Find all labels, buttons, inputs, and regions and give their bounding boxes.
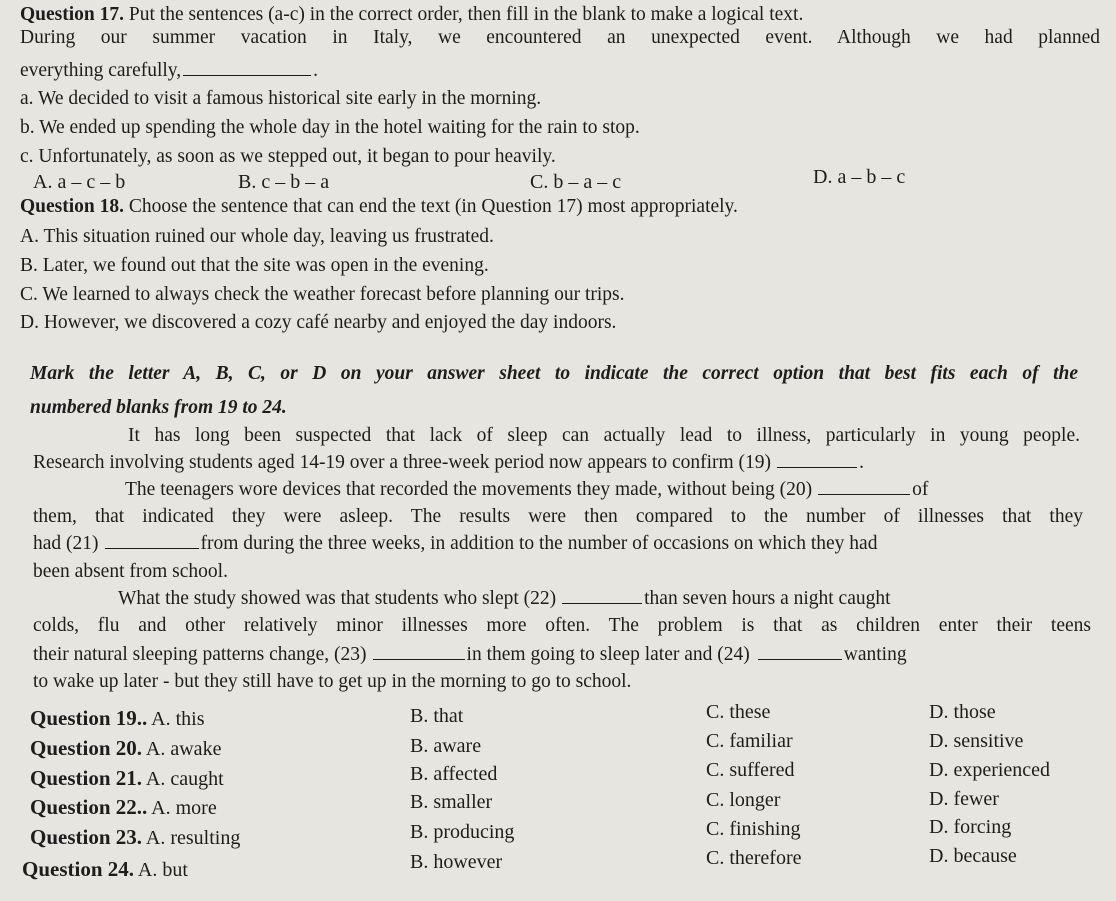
- q24-option-c: C. therefore: [706, 847, 802, 869]
- q20-option-a: A. awake: [145, 738, 222, 760]
- blank-21: [105, 533, 199, 549]
- q17-option-c: C. b – a – c: [530, 171, 622, 193]
- q18-instruction: Choose the sentence that can end the text (in Question 17) most appropriately.: [128, 196, 738, 217]
- blank-19: [777, 452, 857, 468]
- q18-option-c: C. We learned to always check the weather forecast before planning our trips.: [20, 284, 625, 305]
- blank-20: [818, 479, 910, 495]
- q20-option-d: D. sensitive: [929, 730, 1024, 752]
- q19-option-c: C. these: [706, 701, 771, 723]
- q17-instruction: Put the sentences (a-c) in the correct order, then fill in the blank to make a logical text.: [128, 4, 804, 25]
- q20-label: Question 20. A. awake: [30, 736, 222, 760]
- q22-label: Question 22.. A. more: [30, 795, 217, 819]
- q22-option-b: B. smaller: [410, 791, 493, 813]
- q21-option-a: A. caught: [145, 768, 224, 790]
- q21-option-c: C. suffered: [706, 759, 795, 781]
- section-instruction-line-2: numbered blanks from 19 to 24.: [30, 397, 287, 418]
- q23-option-b: B. producing: [410, 821, 515, 843]
- section-instruction-line-1: Mark the letter A, B, C, or D on your answer sheet to indicate the correct option that best fits each of the: [30, 363, 1078, 384]
- q18-title: Question 18.: [20, 196, 125, 217]
- q23-label: Question 23. A. resulting: [30, 825, 241, 849]
- passage-p1-line-2: Research involving students aged 14-19 over a three-week period now appears to confirm (19) .: [33, 452, 864, 473]
- q24-option-d: D. because: [929, 845, 1017, 867]
- q18-header: [20, 195, 738, 219]
- q17-sentence-c: c. Unfortunately, as soon as we stepped out, it began to pour heavily.: [20, 146, 556, 167]
- blank-23: [373, 644, 465, 660]
- q21-label: Question 21. A. caught: [30, 766, 224, 790]
- q24-option-b: B. however: [410, 851, 503, 873]
- q18-option-b: B. Later, we found out that the site was open in the evening.: [20, 255, 489, 276]
- passage-p1-line-1: It has long been suspected that lack of sleep can actually lead to illness, particularly in young people.: [128, 425, 1080, 446]
- passage-p3-line-1: What the study showed was that students who slept (22) than seven hours a night caught: [118, 588, 891, 609]
- passage-p3-line-3: their natural sleeping patterns change, (23) in them going to sleep later and (24) wanting: [33, 644, 907, 665]
- q17-header: [20, 3, 1100, 27]
- q23-option-c: C. finishing: [706, 818, 801, 840]
- q23-option-d: D. forcing: [929, 816, 1012, 838]
- q17-option-b: B. c – b – a: [238, 171, 330, 193]
- q17-title: Question 17.: [20, 4, 125, 25]
- q22-option-a: A. more: [151, 797, 217, 819]
- passage-p2-line-4: been absent from school.: [33, 561, 228, 582]
- blank-24: [758, 644, 842, 660]
- passage-p2-line-3: had (21) from during the three weeks, in addition to the number of occasions on which they had: [33, 533, 878, 554]
- q19-option-a: A. this: [151, 708, 205, 730]
- q18-option-a: A. This situation ruined our whole day, leaving us frustrated.: [20, 226, 494, 247]
- q22-option-d: D. fewer: [929, 788, 999, 810]
- passage-p3-line-4: to wake up later - but they still have to get up in the morning to go to school.: [33, 671, 632, 692]
- q17-option-d: D. a – b – c: [813, 166, 906, 188]
- q20-option-b: B. aware: [410, 735, 482, 757]
- passage-p2-line-1: The teenagers wore devices that recorded the movements they made, without being (20) of: [125, 479, 929, 500]
- q17-blank: [183, 60, 311, 76]
- q19-option-d: D. those: [929, 701, 996, 723]
- q17-option-a: A. a – c – b: [33, 171, 126, 193]
- q17-sentence-b: b. We ended up spending the whole day in the hotel waiting for the rain to stop.: [20, 117, 640, 138]
- passage-p2-line-2: them, that indicated they were asleep. The results were then compared to the number of illnesses that they: [33, 506, 1083, 527]
- q21-option-b: B. affected: [410, 763, 498, 785]
- q19-option-b: B. that: [410, 705, 464, 727]
- q17-passage-line-2: everything carefully, .: [20, 60, 319, 81]
- q22-option-c: C. longer: [706, 789, 781, 811]
- passage-p3-line-2: colds, flu and other relatively minor illnesses more often. The problem is that as children enter their teens: [33, 615, 1091, 636]
- q21-option-d: D. experienced: [929, 759, 1051, 781]
- q18-option-d: D. However, we discovered a cozy café nearby and enjoyed the day indoors.: [20, 312, 617, 333]
- q23-option-a: A. resulting: [145, 827, 241, 849]
- q24-label: Question 24. A. but: [22, 857, 188, 881]
- q17-sentence-a: a. We decided to visit a famous historical site early in the morning.: [20, 88, 542, 109]
- q17-passage-line-1: During our summer vacation in Italy, we encountered an unexpected event. Although we had planned: [20, 27, 1100, 48]
- q20-option-c: C. familiar: [706, 730, 793, 752]
- q24-option-a: A. but: [137, 859, 188, 881]
- q19-label: Question 19.. A. this: [30, 706, 205, 730]
- blank-22: [562, 588, 642, 604]
